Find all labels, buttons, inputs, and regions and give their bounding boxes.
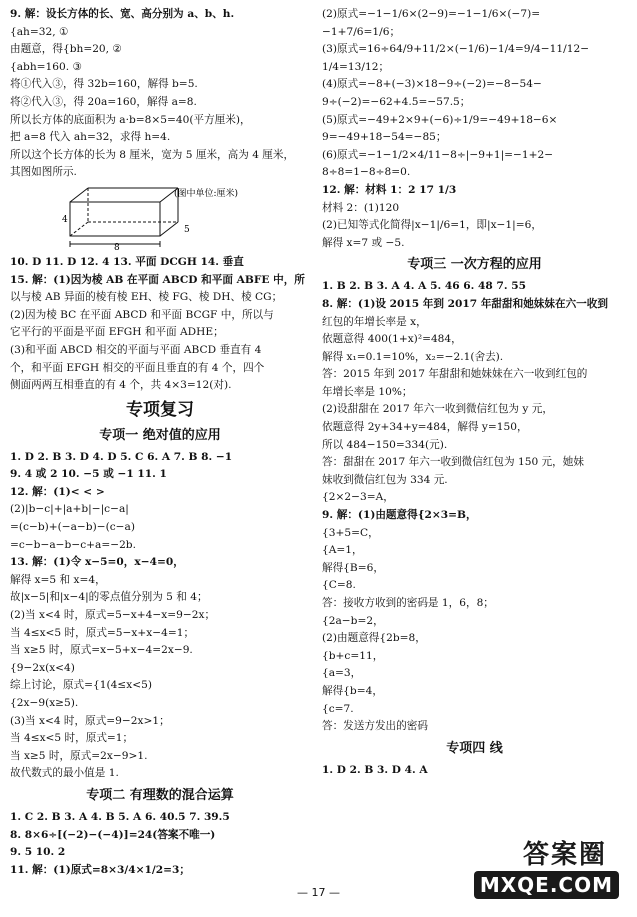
text-line: 故|x−5|和|x−4|的零点值分别为 5 和 4； — [10, 591, 208, 604]
text-line: {A=1， — [322, 544, 363, 557]
left-column — [10, 6, 310, 879]
text-line: 9. 4 或 2 10. −5 或 −1 11. 1 — [10, 468, 167, 481]
right-column — [322, 6, 627, 779]
text-line: 解得 x₁=0.1=10%，x₂=−2.1(舍去). — [322, 350, 504, 363]
text-line: 1. C 2. B 3. A 4. B 5. A 6. 40.5 7. 39.5 — [10, 810, 230, 823]
text-line: {c=7. — [322, 702, 354, 715]
text-line: 9=−49+18−54=−85； — [322, 131, 447, 144]
text-line: (2)已知等式化简得|x−1|/6=1，即|x−1|=6， — [322, 219, 542, 232]
text-line: 12. 解：材料 1：2 17 1/3 — [322, 183, 457, 196]
text-line: {9−2x(x<4) — [10, 661, 75, 674]
text-line: (2)因为棱 BC 在平面 ABCD 和平面 BCGF 中，所以与 — [10, 308, 274, 321]
text-line: 以与棱 AB 异面的棱有棱 EH、棱 FG、棱 DH、棱 CG； — [10, 291, 283, 304]
text-line: 解得{b=4， — [322, 684, 383, 697]
text-line: (3)原式=16÷64/9+11/2×(−1/6)−1/4=9/4−11/12− — [322, 43, 590, 56]
text-line: =(c−b)+(−a−b)−(c−a) — [10, 521, 135, 534]
text-line: 所以这个长方体的长为 8 厘米，宽为 5 厘米，高为 4 厘米， — [10, 148, 295, 161]
text-line: 综上讨论，原式={1(4≤x<5) — [10, 679, 152, 692]
text-line: 9. 解：设长方体的长、宽、高分别为 a、b、h. — [10, 8, 235, 20]
review-title: 专项复习 — [126, 399, 194, 420]
text-line: {3+5=C， — [322, 526, 379, 539]
text-line: {2a−b=2， — [322, 614, 384, 627]
unit-note: (图中单位:厘米) — [174, 188, 239, 199]
text-line: 红包的年增长率是 x， — [322, 315, 427, 328]
text-line: (2)|b−c|+|a+b|−|c−a| — [10, 503, 129, 516]
text-line: (2)由题意得{2b=8， — [322, 632, 426, 645]
text-line: 答：甜甜在 2017 年六一收到微信红包为 150 元，她妹 — [322, 456, 584, 469]
section-3-title: 专项三 一次方程的应用 — [407, 257, 542, 273]
text-line: =c−b−a−b−c+a=−2b. — [10, 538, 136, 551]
text-line: (2)原式=−1−1/6×(2−9)=−1−1/6×(−7)= — [322, 8, 541, 20]
text-line: 8. 解：(1)设 2015 年到 2017 年甜甜和她妹妹在六一收到 — [322, 297, 608, 310]
cuboid-figure — [10, 184, 310, 252]
cuboid-diagram — [10, 184, 239, 253]
section-4-title: 专项四 线 — [446, 740, 503, 756]
text-line: 1/4=13/12； — [322, 60, 390, 73]
text-line: 9. 解：(1)由题意得{2×3=B， — [322, 509, 477, 522]
text-line: 把 a=8 代入 ah=32，求得 h=4. — [10, 131, 171, 144]
text-line: 9. 5 10. 2 — [10, 846, 66, 859]
length-label: 8 — [114, 242, 120, 253]
text-line: (2)当 x<4 时，原式=5−x+4−x=9−2x； — [10, 609, 216, 622]
text-line: (5)原式=−49+2×9+(−6)÷1/9=−49+18−6× — [322, 113, 558, 126]
text-line: 解得 x=5 和 x=4， — [10, 573, 106, 586]
text-line: 当 x≥5 时，原式=x−5+x−4=2x−9. — [10, 644, 193, 657]
section-1-title: 专项一 绝对值的应用 — [99, 427, 221, 443]
text-line: 材料 2：(1)120 — [322, 201, 400, 214]
text-line: 答：接收方收到的密码是 1，6，8； — [322, 597, 494, 609]
watermark-logo — [481, 839, 631, 909]
text-line: 9÷(−2)=−62+4.5=−57.5； — [322, 95, 471, 108]
text-line: 将①代入③，得 32b=160，解得 b=5. — [10, 78, 198, 91]
answer-line: 1. D 2. B 3. D 4. A — [322, 763, 428, 776]
text-line: 故代数式的最小值是 1. — [10, 767, 119, 780]
text-line: 解得 x=7 或 −5. — [322, 236, 405, 249]
text-line: 1. D 2. B 3. D 4. D 5. C 6. A 7. B 8. −1 — [10, 450, 233, 463]
text-line: 所以 484−150=334(元). — [322, 438, 448, 451]
text-line: {b+c=11， — [322, 649, 384, 662]
text-line: 由题意，得{bh=20, ② — [10, 43, 122, 56]
text-line: 将②代入③，得 20a=160，解得 a=8. — [10, 95, 197, 108]
text-line: {ah=32, ① — [10, 25, 69, 38]
width-label: 5 — [184, 224, 190, 235]
text-line: 10. D 11. D 12. 4 13. 平面 DCGH 14. 垂直 — [10, 255, 244, 268]
text-line: {abh=160. ③ — [10, 60, 82, 73]
text-line: (2)设甜甜在 2017 年六一收到微信红包为 y 元， — [322, 403, 553, 416]
text-line: 1. B 2. B 3. A 4. A 5. 46 6. 48 7. 55 — [322, 280, 526, 293]
text-line: 15. 解：(1)因为棱 AB 在平面 ABCD 和平面 ABFE 中，所 — [10, 273, 305, 286]
watermark-bottom: MXQE.COM — [474, 871, 619, 899]
text-line: (3)和平面 ABCD 相交的平面与平面 ABCD 垂直有 4 — [10, 343, 262, 356]
text-line: 12. 解：(1)< < > — [10, 485, 105, 498]
text-line: 侧面两两互相垂直的有 4 个，共 4×3=12(对). — [10, 379, 232, 392]
text-line: (3)当 x<4 时，原式=9−2x>1； — [10, 714, 170, 727]
text-line: 它平行的平面是平面 EFGH 和平面 ADHE； — [10, 326, 224, 339]
text-line: {2×2−3=A， — [322, 491, 394, 504]
text-line: 当 4≤x<5 时，原式=5−x+x−4=1； — [10, 626, 195, 639]
text-line: (4)原式=−8+(−3)×18−9÷(−2)=−8−54− — [322, 78, 542, 91]
text-line: {a=3， — [322, 667, 362, 680]
text-line: 8÷8=1−8÷8=0. — [322, 166, 411, 179]
text-line: 答：发送方发出的密码 — [322, 720, 428, 733]
text-line: 其图如图所示. — [10, 166, 77, 179]
text-line: −1+7/6=1/6； — [322, 25, 401, 38]
section-2-title: 专项二 有理数的混合运算 — [86, 787, 234, 803]
text-line: 当 4≤x<5 时，原式=1； — [10, 732, 134, 745]
text-line: 妹收到微信红包为 334 元. — [322, 473, 448, 486]
text-line: 11. 解：(1)原式=8×3/4×1/2=3； — [10, 863, 190, 876]
page-number: — 17 — — [297, 886, 340, 899]
text-line: 当 x≥5 时，原式=2x−9>1. — [10, 749, 148, 762]
text-line: 年增长率是 10%； — [322, 385, 413, 398]
text-line: 解得{B=6， — [322, 561, 384, 574]
text-line: (6)原式=−1−1/2×4/11−8÷|−9+1|=−1+2− — [322, 148, 554, 161]
text-line: 答：2015 年到 2017 年甜甜和她妹妹在六一收到红包的 — [322, 368, 588, 381]
text-line: 13. 解：(1)令 x−5=0，x−4=0， — [10, 556, 184, 569]
text-line: 依题意得 2y+34+y=484，解得 y=150， — [322, 421, 528, 434]
text-line: {2x−9(x≥5). — [10, 697, 79, 709]
text-line: 所以长方体的底面积为 a·b=8×5=40(平方厘米)， — [10, 113, 251, 126]
watermark-top: 答案圈 — [522, 840, 607, 870]
text-line: 个，和平面 EFGH 相交的平面且垂直的有 4 个，四个 — [10, 361, 265, 374]
text-line: {C=8. — [322, 579, 356, 592]
text-line: 依题意得 400(1+x)²=484， — [322, 333, 462, 346]
height-label: 4 — [62, 214, 68, 225]
text-line: 8. 8×6÷[(−2)−(−4)]=24(答案不唯一) — [10, 828, 216, 841]
